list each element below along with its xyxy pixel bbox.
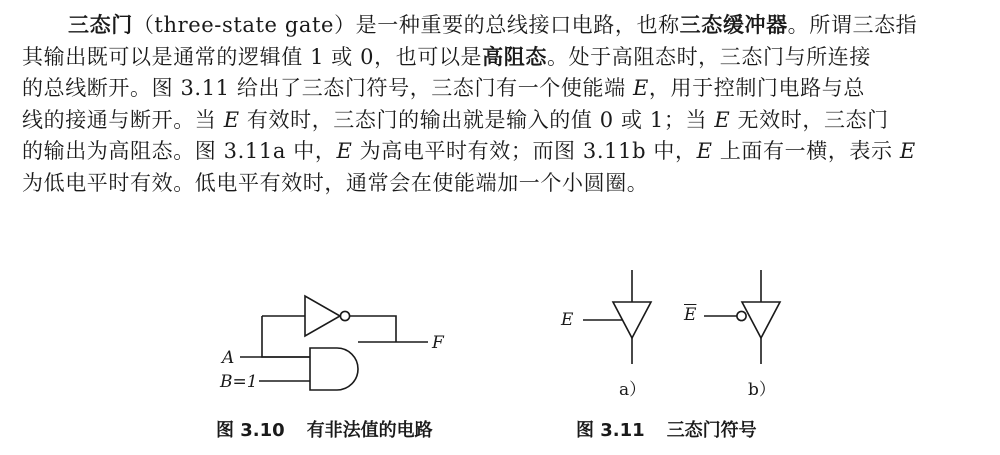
var-e: E — [899, 139, 916, 163]
caption-figure-3-11 — [576, 416, 757, 442]
caption-title: 有非法值的电路 — [306, 420, 433, 441]
sublabel-a: a） — [619, 380, 647, 400]
var-e: E — [696, 139, 713, 163]
text-run: 有效时，三态门的输出就是输入的值 0 或 1；当 — [239, 107, 715, 132]
term-high-impedance: 高阻态 — [482, 44, 547, 69]
caption-number: 图 3.10 — [216, 420, 285, 441]
and-gate — [310, 348, 358, 390]
inverter-bubble — [340, 311, 349, 320]
text-run: 其输出既可以是通常的逻辑值 1 或 0，也可以是 — [22, 44, 483, 69]
tristate-triangle-b — [742, 302, 780, 338]
var-e: E — [632, 76, 649, 100]
label-enable-e: E — [561, 310, 574, 330]
text-run: 无效时，三态门 — [730, 107, 889, 132]
inverter-triangle — [305, 296, 340, 336]
label-input-a: A — [222, 348, 235, 368]
var-e: E — [714, 107, 731, 132]
caption-number: 图 3.11 — [576, 420, 645, 441]
label-input-b: B=1 — [220, 372, 258, 392]
var-e: E — [223, 107, 240, 132]
text-run: 。所谓三态指 — [787, 13, 918, 37]
text-run: ，用于控制门电路与总 — [648, 76, 865, 100]
feedback-wire-left — [262, 316, 310, 357]
figure-3-11b-symbol — [704, 270, 780, 364]
term-three-state-gate: 三态门 — [68, 13, 133, 37]
text-run: 的输出为高阻态。图 3.11a 中， — [22, 139, 337, 163]
text-run: 的总线断开。图 3.11 给出了三态门符号，三态门有一个使能端 — [22, 76, 633, 100]
label-enable-e-bar: $\overline{E}$ — [684, 305, 697, 325]
enable-bubble-b — [737, 311, 746, 320]
text-run: 为低电平时有效。低电平有效时，通常会在使能端加一个小圆圈。 — [22, 170, 649, 195]
label-output-f: F — [432, 333, 444, 353]
term-tri-state-buffer: 三态缓冲器 — [679, 13, 788, 37]
text-run: （three-state gate）是一种重要的总线接口电路，也称 — [132, 13, 680, 37]
sublabel-b: b） — [748, 380, 776, 400]
text-run: 上面有一横，表示 — [712, 139, 900, 163]
text-run: 为高电平时有效；而图 3.11b 中， — [352, 139, 697, 163]
figure-3-11a-symbol — [583, 270, 651, 364]
caption-title: 三态门符号 — [666, 420, 757, 441]
text-run: 线的接通与断开。当 — [22, 107, 224, 132]
figure-3-10-circuit — [240, 296, 428, 390]
text-run: 。处于高阻态时，三态门与所连接 — [546, 44, 871, 69]
feedback-wire-right — [350, 316, 396, 342]
caption-figure-3-10 — [216, 416, 433, 442]
var-e: E — [336, 139, 353, 163]
